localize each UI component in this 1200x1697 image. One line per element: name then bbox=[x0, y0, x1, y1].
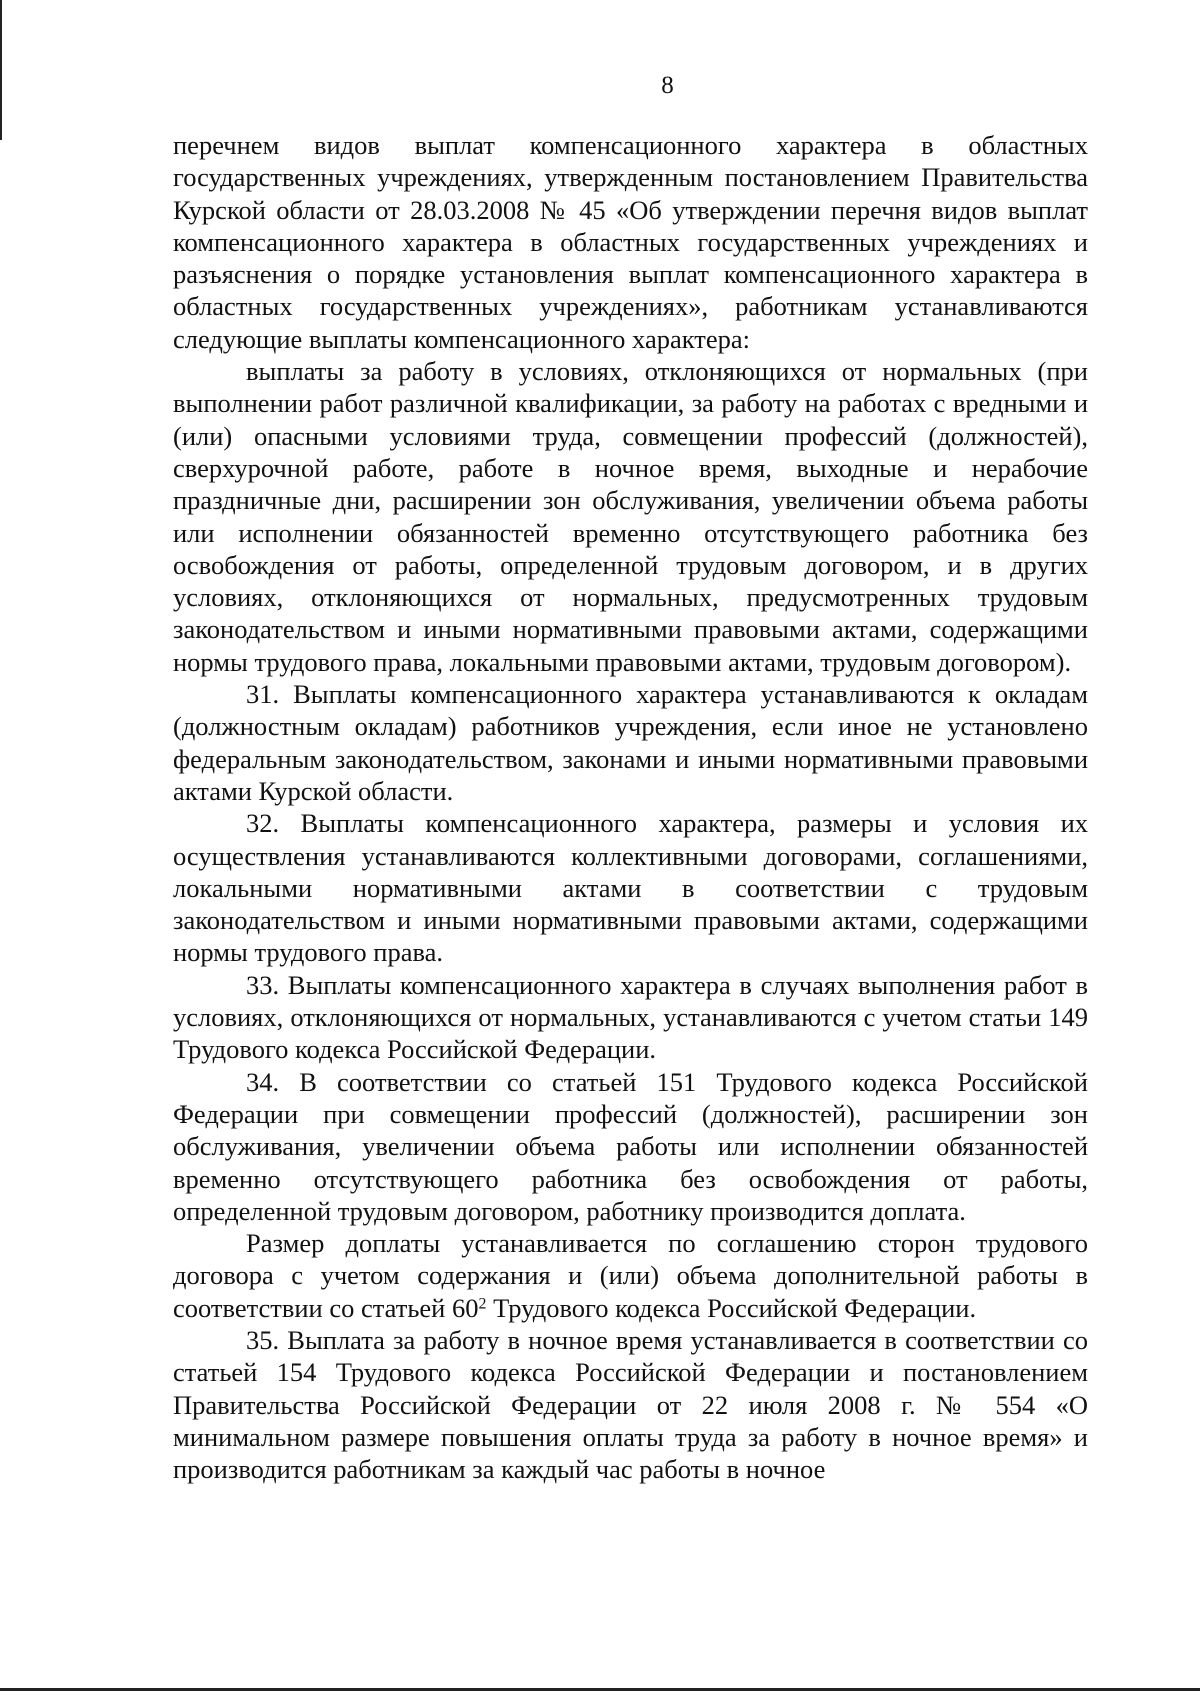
paragraph-compensation-conditions: выплаты за работу в условиях, отклоняющихся от нормальных (при выполнении работ различной квалификации, за работу на работах с вредными и (или) опасными условиями труда, совмещении профессий (должностей), сверхурочной работе, работе в ночное время, выходные и нерабочие праздничные дни, расширении зон обслуживания, увеличении объема работы или исполнении обязанностей временно отсутствующего работника без освобождения от работы, определенной трудовым договором, и в других условиях, отклоняющихся от нормальных, предусмотренных трудовым законодательством и иными нормативными правовыми актами, содержащими нормы трудового права, локальными правовыми актами, трудовым договором). bbox=[173, 356, 1088, 677]
scan-edge-bottom bbox=[0, 1688, 1200, 1691]
paragraph-clause-34-amount bbox=[173, 1227, 1088, 1324]
paragraph-clause-34-amount-text: Размер доплаты устанавливается по соглашению сторон трудового договора с учетом содержания и (или) объема дополнительной работы в соответствии со статьей 60 bbox=[173, 1228, 1088, 1323]
paragraph-clause-34-amount-tail: Трудового кодекса Российской Федерации. bbox=[486, 1292, 977, 1323]
paragraph-clause-34: 34. В соответствии со статьей 151 Трудового кодекса Российской Федерации при совмещении профессий (должностей), расширении зон обслуживания, увеличении объема работы или исполнении обязанностей временно отсутствующего работника без освобождения от работы, определенной трудовым договором, работнику производится доплата. bbox=[173, 1066, 1088, 1226]
paragraph-clause-33: 33. Выплаты компенсационного характера в случаях выполнения работ в условиях, отклоняющихся от нормальных, устанавливаются с учетом статьи 149 Трудового кодекса Российской Федерации. bbox=[173, 969, 1088, 1065]
paragraph-list-intro: перечнем видов выплат компенсационного характера в областных государственных учреждениях, утвержденным постановлением Правительства Курской области от 28.03.2008 № 45 «Об утверждении перечня видов выплат компенсационного характера в областных государственных учреждениях и разъяснения о порядке установления выплат компенсационного характера в областных государственных учреждениях», работникам устанавливаются следующие выплаты компенсационного характера: bbox=[173, 130, 1088, 354]
scan-edge-left bbox=[0, 0, 2, 140]
paragraph-clause-35: 35. Выплата за работу в ночное время устанавливается в соответствии со статьей 154 Трудового кодекса Российской Федерации и постановлением Правительства Российской Федерации от 22 июля 2008 г. № 554 «О минимальном размере повышения оплаты труда за работу в ночное время» и производится работникам за каждый час работы в ночное bbox=[173, 1324, 1088, 1485]
paragraph-clause-32: 32. Выплаты компенсационного характера, размеры и условия их осуществления устанавливаются коллективными договорами, соглашениями, локальными нормативными актами в соответствии с трудовым законодательством и иными нормативными правовыми актами, содержащими нормы трудового права. bbox=[173, 808, 1088, 968]
page-number bbox=[0, 72, 1200, 100]
paragraph-clause-31: 31. Выплаты компенсационного характера устанавливаются к окладам (должностным окладам) работников учреждения, если иное не установлено федеральным законодательством, законами и иными нормативными правовыми актами Курской области. bbox=[173, 679, 1088, 806]
article-superscript: 2 bbox=[478, 1294, 487, 1312]
document-body bbox=[173, 129, 1088, 1485]
page-number-text: 8 bbox=[661, 72, 674, 99]
